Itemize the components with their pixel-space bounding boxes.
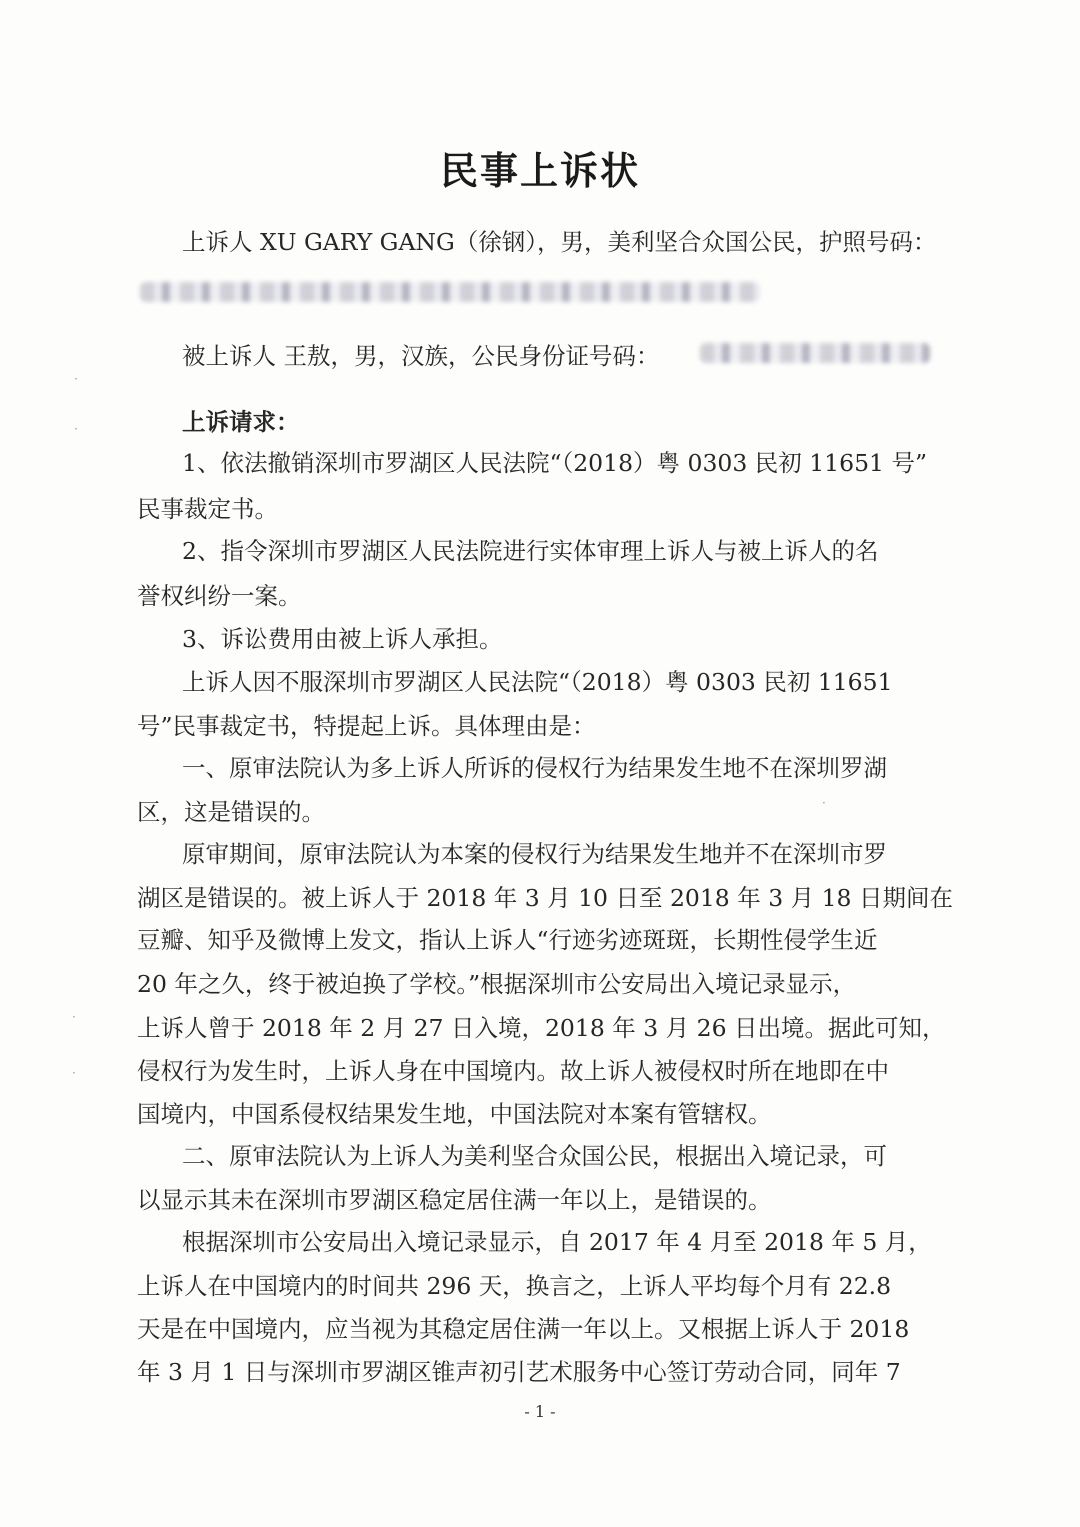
text-line: 3、诉讼费用由被上诉人承担。: [182, 625, 503, 653]
text-line: 1、依法撤销深圳市罗湖区人民法院“（2018）粤 0303 民初 11651 号”: [182, 449, 927, 477]
text-line: 根据深圳市公安局出入境记录显示，自 2017 年 4 月至 2018 年 5 月，: [182, 1228, 932, 1256]
scan-speck: ·: [72, 1010, 76, 1024]
scan-speck: ·: [74, 372, 78, 386]
text-line: 区，这是错误的。: [137, 798, 325, 826]
page-number: - 1 -: [524, 1402, 556, 1421]
text-line: 上诉人在中国境内的时间共 296 天，换言之，上诉人平均每个月有 22.8: [137, 1272, 892, 1300]
text-line: 二、原审法院认为上诉人为美利坚合众国公民，根据出入境记录，可: [182, 1142, 887, 1170]
text-line: 以显示其未在深圳市罗湖区稳定居住满一年以上，是错误的。: [137, 1186, 772, 1214]
text-line: 上诉人曾于 2018 年 2 月 27 日入境，2018 年 3 月 26 日出境。据此可知，: [137, 1014, 946, 1042]
requests-heading: 上诉请求：: [182, 408, 300, 436]
text-line: 湖区是错误的。被上诉人于 2018 年 3 月 10 日至 2018 年 3 月 18 日期间在: [137, 884, 953, 912]
appellee-line: 被上诉人 王敖，男，汉族，公民身份证号码：: [182, 342, 660, 370]
text-line: 誉权纠纷一案。: [137, 582, 302, 610]
text-line: 国境内，中国系侵权结果发生地，中国法院对本案有管辖权。: [137, 1100, 772, 1128]
text-line: 豆瓣、知乎及微博上发文，指认上诉人“行迹劣迹斑斑，长期性侵学生近: [137, 926, 878, 954]
scan-speck: ·: [822, 796, 826, 810]
redacted-passport: [140, 282, 760, 302]
scan-speck: ·: [74, 422, 78, 436]
text-line: 年 3 月 1 日与深圳市罗湖区锥声初引艺术服务中心签订劳动合同，同年 7: [137, 1358, 901, 1386]
text-line: 原审期间，原审法院认为本案的侵权行为结果发生地并不在深圳市罗: [182, 840, 887, 868]
redacted-id-number: [700, 343, 930, 363]
text-line: 民事裁定书。: [137, 495, 278, 523]
document-title: 民事上诉状: [439, 148, 640, 193]
text-line: 一、原审法院认为多上诉人所诉的侵权行为结果发生地不在深圳罗湖: [182, 754, 887, 782]
appellant-line: 上诉人 XU GARY GANG（徐钢），男，美利坚合众国公民，护照号码：: [182, 228, 937, 256]
text-line: 上诉人因不服深圳市罗湖区人民法院“（2018）粤 0303 民初 11651: [182, 668, 893, 696]
text-line: 天是在中国境内，应当视为其稳定居住满一年以上。又根据上诉人于 2018: [137, 1315, 910, 1343]
text-line: 侵权行为发生时，上诉人身在中国境内。故上诉人被侵权时所在地即在中: [137, 1057, 889, 1085]
text-line: 2、指令深圳市罗湖区人民法院进行实体审理上诉人与被上诉人的名: [182, 537, 879, 565]
scan-speck: ·: [72, 1066, 76, 1080]
text-line: 号”民事裁定书，特提起上诉。具体理由是：: [137, 712, 596, 740]
text-line: 20 年之久，终于被迫换了学校。”根据深圳市公安局出入境记录显示，: [137, 970, 857, 998]
